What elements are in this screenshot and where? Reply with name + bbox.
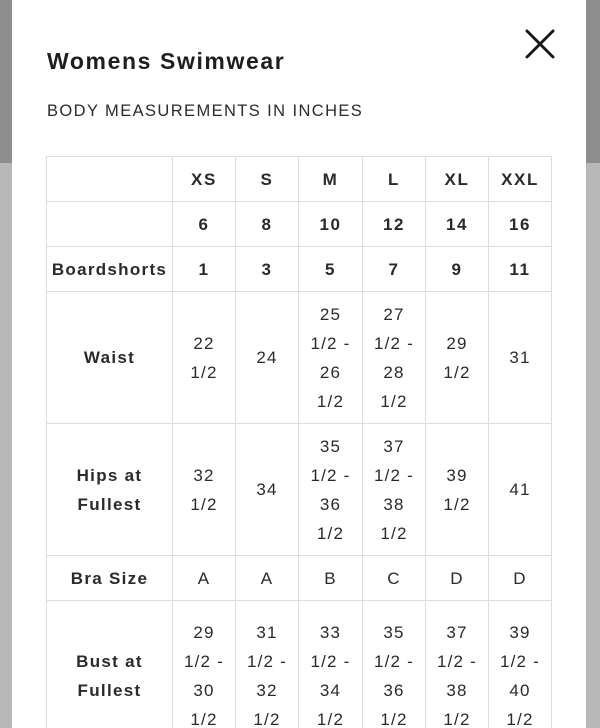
close-button[interactable] xyxy=(522,26,558,62)
table-cell: 22 1/2 xyxy=(173,292,236,424)
table-cell: 37 1/2 - 38 1/2 xyxy=(363,424,426,556)
table-cell: 31 1/2 - 32 1/2 xyxy=(236,601,299,728)
table-cell: 24 xyxy=(236,292,299,424)
table-cell: 29 1/2 xyxy=(426,292,489,424)
row-label-boardshorts: Boardshorts xyxy=(47,247,173,292)
table-cell: C xyxy=(363,556,426,601)
table-cell: 39 1/2 xyxy=(426,424,489,556)
close-icon xyxy=(522,26,558,62)
corner-cell xyxy=(47,202,173,247)
table-cell: D xyxy=(489,556,552,601)
table-cell: 31 xyxy=(489,292,552,424)
numeric-size-header: 16 xyxy=(489,202,552,247)
row-label-bust-at-fullest: Bust at Fullest xyxy=(47,601,173,728)
table-row xyxy=(47,247,552,292)
size-chart-modal xyxy=(12,0,586,728)
size-header: S xyxy=(236,157,299,202)
table-cell: 25 1/2 - 26 1/2 xyxy=(299,292,363,424)
table-cell: B xyxy=(299,556,363,601)
table-cell: 9 xyxy=(426,247,489,292)
table-row xyxy=(47,202,552,247)
table-row xyxy=(47,424,552,556)
table-cell: 35 1/2 - 36 1/2 xyxy=(299,424,363,556)
row-label-hips-at-fullest: Hips at Fullest xyxy=(47,424,173,556)
table-cell: D xyxy=(426,556,489,601)
table-cell: A xyxy=(236,556,299,601)
row-label-bra-size: Bra Size xyxy=(47,556,173,601)
table-row xyxy=(47,157,552,202)
table-cell: 3 xyxy=(236,247,299,292)
table-cell: 35 1/2 - 36 1/2 xyxy=(363,601,426,728)
size-header: XL xyxy=(426,157,489,202)
table-row xyxy=(47,292,552,424)
numeric-size-header: 12 xyxy=(363,202,426,247)
table-cell: 39 1/2 - 40 1/2 xyxy=(489,601,552,728)
table-cell: 5 xyxy=(299,247,363,292)
size-header: L xyxy=(363,157,426,202)
size-header: M xyxy=(299,157,363,202)
numeric-size-header: 6 xyxy=(173,202,236,247)
size-chart-table xyxy=(46,156,552,728)
numeric-size-header: 8 xyxy=(236,202,299,247)
table-cell: 1 xyxy=(173,247,236,292)
numeric-size-header: 10 xyxy=(299,202,363,247)
size-header: XXL xyxy=(489,157,552,202)
table-cell: 32 1/2 xyxy=(173,424,236,556)
numeric-size-header: 14 xyxy=(426,202,489,247)
table-cell: 34 xyxy=(236,424,299,556)
table-cell: 11 xyxy=(489,247,552,292)
table-cell: 29 1/2 - 30 1/2 xyxy=(173,601,236,728)
measurements-subtitle: BODY MEASUREMENTS IN INCHES xyxy=(47,102,364,120)
corner-cell xyxy=(47,157,173,202)
row-label-waist: Waist xyxy=(47,292,173,424)
size-header: XS xyxy=(173,157,236,202)
table-cell: A xyxy=(173,556,236,601)
modal-title: Womens Swimwear xyxy=(47,48,286,74)
table-cell: 33 1/2 - 34 1/2 xyxy=(299,601,363,728)
table-row xyxy=(47,556,552,601)
table-cell: 37 1/2 - 38 1/2 xyxy=(426,601,489,728)
table-row xyxy=(47,601,552,728)
table-cell: 7 xyxy=(363,247,426,292)
table-cell: 41 xyxy=(489,424,552,556)
table-cell: 27 1/2 - 28 1/2 xyxy=(363,292,426,424)
